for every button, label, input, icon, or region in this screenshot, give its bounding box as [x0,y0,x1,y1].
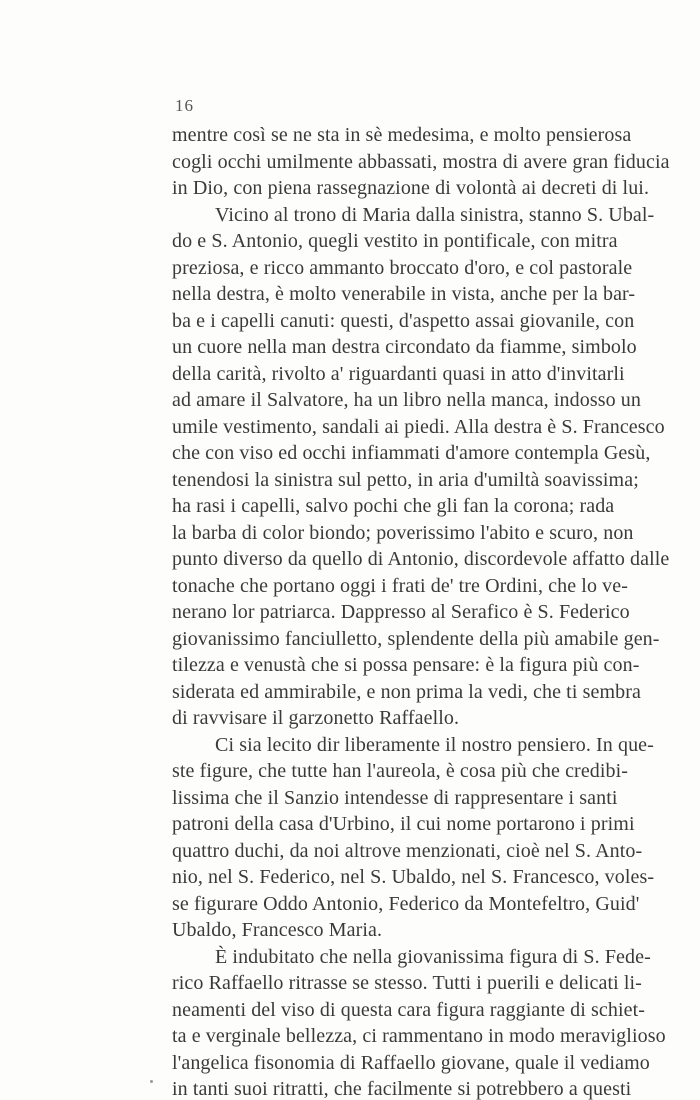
text-line: rico Raffaello ritrasse se stesso. Tutti i puerili e delicati li- [172,972,642,994]
text-line: di ravvisare il garzonetto Raffaello. [172,707,460,729]
page-speck [150,1080,153,1083]
text-line: ad amare il Salvatore, ha un libro nella manca, indosso un [172,389,641,411]
text-line: in tanti suoi ritratti, che facilmente si potrebbero a questi [172,1078,632,1100]
text-line: un cuore nella man destra circondato da fiamme, simbolo [172,336,637,358]
paragraph-start-line: Vicino al trono di Maria dalla sinistra, stanno S. Ubal- [215,203,655,226]
text-line: la barba di color biondo; poverissimo l'abito e scuro, non [172,521,634,544]
text-line: della carità, rivolto a' riguardanti quasi in atto d'invitarli [172,362,625,385]
text-line: che con viso ed occhi infiammati d'amore contempla Gesù, [172,442,651,464]
text-line: ba e i capelli canuti: questi, d'aspetto assai giovanile, con [172,309,635,332]
text-line: quattro duchi, da noi altrove menzionati, cioè nel S. Anto- [172,839,643,862]
text-line: nella destra, è molto venerabile in vista, anche per la bar- [172,283,636,305]
text-line: ta e verginale bellezza, ci rammentano in modo meraviglioso [172,1025,666,1047]
text-line: ha rasi i capelli, salvo pochi che gli fan la corona; rada [172,495,615,517]
text-line: giovanissimo fanciulletto, splendente della più amabile gen- [172,627,660,650]
text-line: se figurare Oddo Antonio, Federico da Montefeltro, Guid' [172,892,640,915]
text-line: mentre così se ne sta in sè medesima, e molto pensierosa [172,124,632,146]
text-line: neamenti del viso di questa cara figura raggiante di schiet- [172,998,646,1021]
text-line: patroni della casa d'Urbino, il cui nome portarono i primi [172,813,635,835]
text-line: siderata ed ammirabile, e non prima la vedi, che ti sembra [172,680,641,703]
text-line: tilezza e venustà che si possa pensare: è la figura più con- [172,654,640,676]
text-line: cogli occhi umilmente abbassati, mostra di avere gran fiducia [172,150,670,173]
text-line: tenendosi la sinistra sul petto, in aria d'umiltà soavissima; [172,468,639,491]
text-line: Ubaldo, Francesco Maria. [172,919,383,941]
text-line: preziosa, e ricco ammanto broccato d'oro, e col pastorale [172,256,633,279]
text-line: l'angelica fisonomia di Raffaello giovane, quale il vediamo [172,1051,650,1074]
paragraph-start-line: È indubitato che nella giovanissima figura di S. Fede- [215,945,651,968]
text-line: in Dio, con piena rassegnazione di volontà ai decreti di lui. [172,177,650,199]
text-line: punto diverso da quello di Antonio, discordevole affatto dalle [172,548,670,570]
text-line: nio, nel S. Federico, nel S. Ubaldo, nel S. Francesco, voles- [172,866,655,888]
paragraph-start-line: Ci sia lecito dir liberamente il nostro pensiero. In que- [215,733,654,756]
text-line: ste figure, che tutte han l'aureola, è cosa più che credibi- [172,760,629,782]
text-line: do e S. Antonio, quegli vestito in pontificale, con mitra [172,230,618,252]
text-line: tonache che portano oggi i frati de' tre Ordini, che lo ve- [172,574,628,597]
text-line: lissima che il Sanzio intendesse di rappresentare i santi [172,786,618,809]
body-text [172,122,700,1100]
text-line: umile vestimento, sandali ai piedi. Alla destra è S. Francesco [172,415,665,438]
page-number: 16 [175,96,194,115]
text-line: nerano lor patriarca. Dappresso al Serafico è S. Federico [172,601,630,623]
